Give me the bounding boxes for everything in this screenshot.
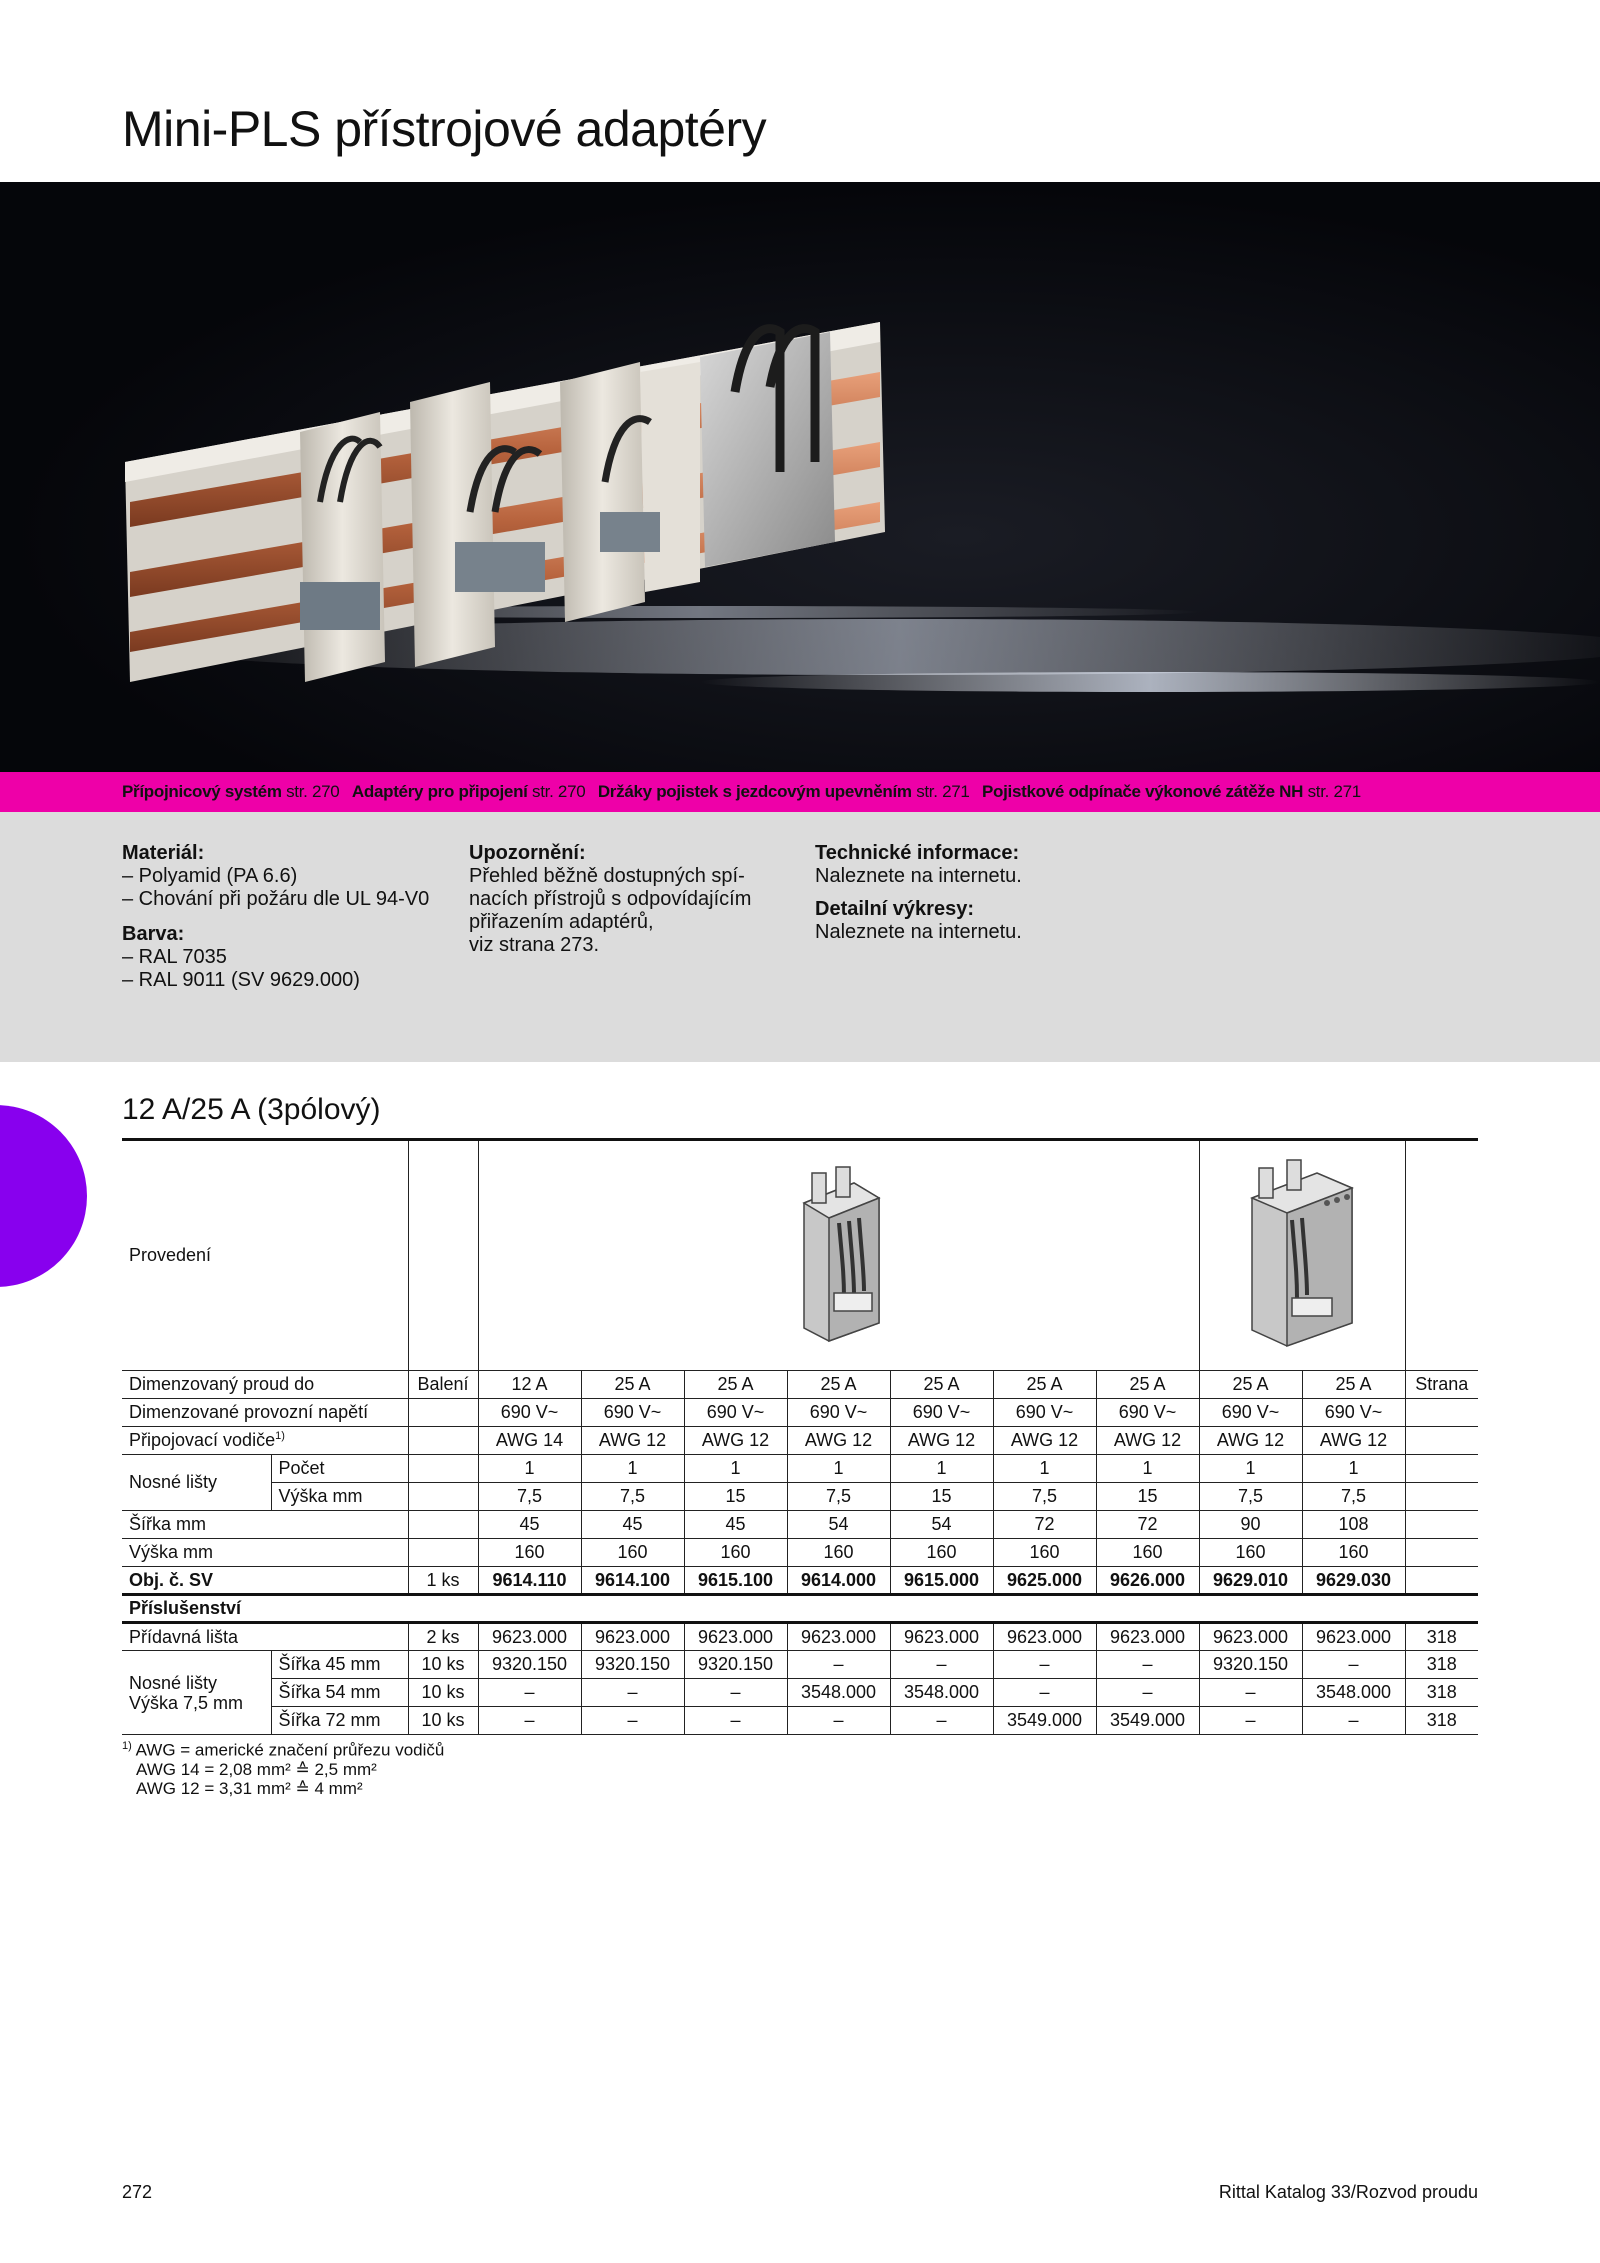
color-item: – RAL 9011 (SV 9629.000) bbox=[122, 969, 360, 991]
table-cell: 690 V~ bbox=[478, 1399, 581, 1427]
table-cell: 160 bbox=[1302, 1539, 1405, 1567]
table-cell: – bbox=[787, 1707, 890, 1735]
table-cell: 160 bbox=[1199, 1539, 1302, 1567]
page-ref: 318 bbox=[1405, 1623, 1478, 1651]
notice-text: nacích přístrojů s odpovídajícím bbox=[469, 888, 752, 910]
table-cell: 90 bbox=[1199, 1511, 1302, 1539]
w45-pack: 10 ks bbox=[408, 1651, 478, 1679]
order-number: 9626.000 bbox=[1096, 1567, 1199, 1595]
table-cell: 1 bbox=[1199, 1455, 1302, 1483]
color-heading: Barva: bbox=[122, 923, 185, 945]
table-cell: 9623.000 bbox=[787, 1623, 890, 1651]
support-rails-label bbox=[122, 1651, 271, 1735]
table-cell: 15 bbox=[684, 1483, 787, 1511]
footnote-line: AWG 14 = 2,08 mm² ≙ 2,5 mm² bbox=[136, 1759, 377, 1779]
table-cell: 9623.000 bbox=[1096, 1623, 1199, 1651]
spec-table bbox=[122, 1138, 1478, 1735]
material-item: – Polyamid (PA 6.6) bbox=[122, 865, 298, 887]
table-cell: 7,5 bbox=[1302, 1483, 1405, 1511]
table-cell: 25 A bbox=[1199, 1371, 1302, 1399]
table-cell: AWG 12 bbox=[581, 1427, 684, 1455]
count-label: Počet bbox=[271, 1455, 408, 1483]
order-pack: 1 ks bbox=[408, 1567, 478, 1595]
single-adapter-image bbox=[478, 1140, 1199, 1371]
table-cell: – bbox=[1096, 1651, 1199, 1679]
notice-heading: Upozornění: bbox=[469, 842, 586, 864]
w72-label: Šířka 72 mm bbox=[271, 1707, 408, 1735]
link-page: str. 270 bbox=[532, 782, 586, 801]
table-cell: – bbox=[993, 1679, 1096, 1707]
table-cell: – bbox=[1199, 1707, 1302, 1735]
w54-label: Šířka 54 mm bbox=[271, 1679, 408, 1707]
tech-heading: Technické informace: bbox=[815, 842, 1020, 864]
related-links-bar bbox=[0, 772, 1600, 812]
table-cell: 15 bbox=[890, 1483, 993, 1511]
table-cell: 1 bbox=[1302, 1455, 1405, 1483]
support-rails-label-line: Výška 7,5 mm bbox=[129, 1692, 244, 1713]
extra-rail-pack: 2 ks bbox=[408, 1623, 478, 1651]
table-cell: 160 bbox=[684, 1539, 787, 1567]
table-cell: 9623.000 bbox=[581, 1623, 684, 1651]
conductor-label bbox=[122, 1427, 408, 1455]
footer-catalog: Rittal Katalog 33/Rozvod proudu bbox=[1218, 2182, 1478, 2202]
table-cell: 690 V~ bbox=[1096, 1399, 1199, 1427]
table-cell: 7,5 bbox=[993, 1483, 1096, 1511]
table-cell: – bbox=[787, 1651, 890, 1679]
table-cell: 25 A bbox=[993, 1371, 1096, 1399]
busbars-label: Nosné lišty bbox=[122, 1455, 271, 1511]
table-cell: 7,5 bbox=[787, 1483, 890, 1511]
table-cell: – bbox=[1302, 1651, 1405, 1679]
table-cell: 9623.000 bbox=[478, 1623, 581, 1651]
conductor-label-text: Připojovací vodiče bbox=[129, 1430, 276, 1450]
tech-text[interactable]: Naleznete na internetu. bbox=[815, 865, 1022, 887]
table-cell: 45 bbox=[684, 1511, 787, 1539]
page-ref: 318 bbox=[1405, 1707, 1478, 1735]
table-cell: 25 A bbox=[581, 1371, 684, 1399]
table-cell: 45 bbox=[581, 1511, 684, 1539]
table-cell: – bbox=[1302, 1707, 1405, 1735]
table-cell: 1 bbox=[684, 1455, 787, 1483]
table-cell: 690 V~ bbox=[1302, 1399, 1405, 1427]
info-box bbox=[0, 812, 1600, 1062]
table-cell: 9623.000 bbox=[993, 1623, 1096, 1651]
table-cell: 45 bbox=[478, 1511, 581, 1539]
table-cell: – bbox=[1199, 1679, 1302, 1707]
order-number: 9615.000 bbox=[890, 1567, 993, 1595]
table-cell: – bbox=[684, 1707, 787, 1735]
link-fuse-holders[interactable]: Držáky pojistek s jezdcovým upevněním bbox=[597, 782, 912, 801]
table-cell: 7,5 bbox=[581, 1483, 684, 1511]
table-cell: 7,5 bbox=[1199, 1483, 1302, 1511]
link-busbar-system[interactable]: Přípojnicový systém bbox=[122, 782, 282, 801]
material-item: – Chování při požáru dle UL 94-V0 bbox=[122, 888, 430, 910]
order-number: 9629.030 bbox=[1302, 1567, 1405, 1595]
table-cell: 160 bbox=[890, 1539, 993, 1567]
table-cell: 25 A bbox=[890, 1371, 993, 1399]
busbar-adapters-illustration bbox=[0, 182, 1600, 772]
table-cell: – bbox=[478, 1707, 581, 1735]
table-cell: 72 bbox=[1096, 1511, 1199, 1539]
table-cell: AWG 12 bbox=[787, 1427, 890, 1455]
table-cell: 1 bbox=[890, 1455, 993, 1483]
table-cell: – bbox=[1096, 1679, 1199, 1707]
accessories-heading: Příslušenství bbox=[122, 1595, 1478, 1623]
drawings-heading: Detailní výkresy: bbox=[815, 898, 974, 920]
link-page: str. 271 bbox=[916, 782, 970, 801]
table-cell: 160 bbox=[787, 1539, 890, 1567]
table-cell: 54 bbox=[890, 1511, 993, 1539]
link-page: str. 271 bbox=[1307, 782, 1361, 801]
table-cell: – bbox=[581, 1679, 684, 1707]
table-cell: 1 bbox=[581, 1455, 684, 1483]
adapter-double-drawing bbox=[1237, 1158, 1367, 1348]
material-heading: Materiál: bbox=[122, 842, 205, 864]
table-cell: AWG 12 bbox=[993, 1427, 1096, 1455]
table-cell: 1 bbox=[787, 1455, 890, 1483]
table-cell: AWG 12 bbox=[1302, 1427, 1405, 1455]
table-cell: – bbox=[478, 1679, 581, 1707]
table-cell: 15 bbox=[1096, 1483, 1199, 1511]
table-cell: 72 bbox=[993, 1511, 1096, 1539]
table-cell: 9320.150 bbox=[581, 1651, 684, 1679]
support-rails-label-line: Nosné lišty bbox=[129, 1672, 218, 1693]
w45-label: Šířka 45 mm bbox=[271, 1651, 408, 1679]
footnote bbox=[122, 1737, 444, 1798]
notice-text: viz strana 273. bbox=[469, 934, 600, 956]
page-number: 272 bbox=[122, 2182, 153, 2202]
double-adapter-image bbox=[1199, 1140, 1405, 1371]
table-cell: 12 A bbox=[478, 1371, 581, 1399]
order-number: 9614.000 bbox=[787, 1567, 890, 1595]
table-cell: AWG 14 bbox=[478, 1427, 581, 1455]
page-title: Mini-PLS přístrojové adaptéry bbox=[122, 101, 767, 157]
table-cell: 25 A bbox=[1096, 1371, 1199, 1399]
table-cell: 690 V~ bbox=[684, 1399, 787, 1427]
table-cell: 1 bbox=[1096, 1455, 1199, 1483]
packaging-header: Balení bbox=[408, 1371, 478, 1399]
table-cell: AWG 12 bbox=[1199, 1427, 1302, 1455]
table-cell: 9320.150 bbox=[478, 1651, 581, 1679]
table-cell: 7,5 bbox=[478, 1483, 581, 1511]
table-cell: 9623.000 bbox=[684, 1623, 787, 1651]
notice-text: Přehled běžně dostupných spí- bbox=[469, 865, 745, 887]
table-cell: 25 A bbox=[684, 1371, 787, 1399]
footnote-marker: 1) bbox=[122, 1740, 132, 1752]
footnote-text: AWG = americké značení průřezu vodičů bbox=[131, 1740, 445, 1760]
order-number: 9625.000 bbox=[993, 1567, 1096, 1595]
notice-column bbox=[469, 842, 789, 957]
height-sub-label: Výška mm bbox=[271, 1483, 408, 1511]
table-cell: 690 V~ bbox=[993, 1399, 1096, 1427]
table-cell: AWG 12 bbox=[1096, 1427, 1199, 1455]
drawings-text[interactable]: Naleznete na internetu. bbox=[815, 921, 1022, 943]
table-cell: 160 bbox=[993, 1539, 1096, 1567]
table-cell: 3548.000 bbox=[890, 1679, 993, 1707]
link-nh-fuse-switches[interactable]: Pojistkové odpínače výkonové zátěže NH bbox=[981, 782, 1304, 801]
page-ref: 318 bbox=[1405, 1679, 1478, 1707]
extra-rail-label: Přídavná lišta bbox=[122, 1623, 408, 1651]
table-cell: 9623.000 bbox=[1302, 1623, 1405, 1651]
provedeni-label: Provedení bbox=[122, 1140, 408, 1371]
table-cell: 9320.150 bbox=[684, 1651, 787, 1679]
table-cell: 690 V~ bbox=[1199, 1399, 1302, 1427]
link-connection-adapters[interactable]: Adaptéry pro připojení bbox=[351, 782, 528, 801]
footnote-ref: 1) bbox=[275, 1430, 285, 1442]
material-column bbox=[122, 842, 442, 992]
table-cell: 3548.000 bbox=[1302, 1679, 1405, 1707]
order-label: Obj. č. SV bbox=[122, 1567, 408, 1595]
link-page: str. 270 bbox=[286, 782, 340, 801]
table-cell: 108 bbox=[1302, 1511, 1405, 1539]
product-photo bbox=[0, 182, 1600, 772]
table-cell: 160 bbox=[478, 1539, 581, 1567]
table-cell: 9320.150 bbox=[1199, 1651, 1302, 1679]
current-label: Dimenzovaný proud do bbox=[122, 1371, 408, 1399]
table-cell: – bbox=[581, 1707, 684, 1735]
page-ref: 318 bbox=[1405, 1651, 1478, 1679]
table-cell: 9623.000 bbox=[1199, 1623, 1302, 1651]
table-cell: 690 V~ bbox=[890, 1399, 993, 1427]
table-cell: – bbox=[684, 1679, 787, 1707]
width-label: Šířka mm bbox=[122, 1511, 408, 1539]
adapter-single-drawing bbox=[784, 1163, 894, 1343]
table-cell: 160 bbox=[1096, 1539, 1199, 1567]
table-cell: – bbox=[890, 1651, 993, 1679]
table-cell: 690 V~ bbox=[581, 1399, 684, 1427]
footnote-line: AWG 12 = 3,31 mm² ≙ 4 mm² bbox=[136, 1778, 363, 1798]
table-cell: AWG 12 bbox=[684, 1427, 787, 1455]
table-cell: 1 bbox=[478, 1455, 581, 1483]
w72-pack: 10 ks bbox=[408, 1707, 478, 1735]
tech-column bbox=[815, 842, 1175, 944]
table-cell: – bbox=[993, 1651, 1096, 1679]
voltage-label: Dimenzované provozní napětí bbox=[122, 1399, 408, 1427]
order-number: 9614.110 bbox=[478, 1567, 581, 1595]
table-cell: 690 V~ bbox=[787, 1399, 890, 1427]
order-number: 9614.100 bbox=[581, 1567, 684, 1595]
color-item: – RAL 7035 bbox=[122, 946, 227, 968]
table-cell: 3549.000 bbox=[993, 1707, 1096, 1735]
table-cell: 25 A bbox=[787, 1371, 890, 1399]
notice-text: přiřazením adaptérů, bbox=[469, 911, 654, 933]
table-cell: 1 bbox=[993, 1455, 1096, 1483]
height-label: Výška mm bbox=[122, 1539, 408, 1567]
table-cell: 3548.000 bbox=[787, 1679, 890, 1707]
table-cell: – bbox=[890, 1707, 993, 1735]
table-cell: 3549.000 bbox=[1096, 1707, 1199, 1735]
table-cell: 25 A bbox=[1302, 1371, 1405, 1399]
order-number: 9629.010 bbox=[1199, 1567, 1302, 1595]
page-header: Strana bbox=[1405, 1371, 1478, 1399]
table-cell: 54 bbox=[787, 1511, 890, 1539]
order-number: 9615.100 bbox=[684, 1567, 787, 1595]
footnote-line bbox=[122, 1737, 444, 1760]
section-title: 12 A/25 A (3pólový) bbox=[122, 1093, 381, 1126]
table-cell: 9623.000 bbox=[890, 1623, 993, 1651]
table-cell: 160 bbox=[581, 1539, 684, 1567]
section-tab-marker bbox=[0, 1105, 87, 1287]
table-cell: AWG 12 bbox=[890, 1427, 993, 1455]
w54-pack: 10 ks bbox=[408, 1679, 478, 1707]
